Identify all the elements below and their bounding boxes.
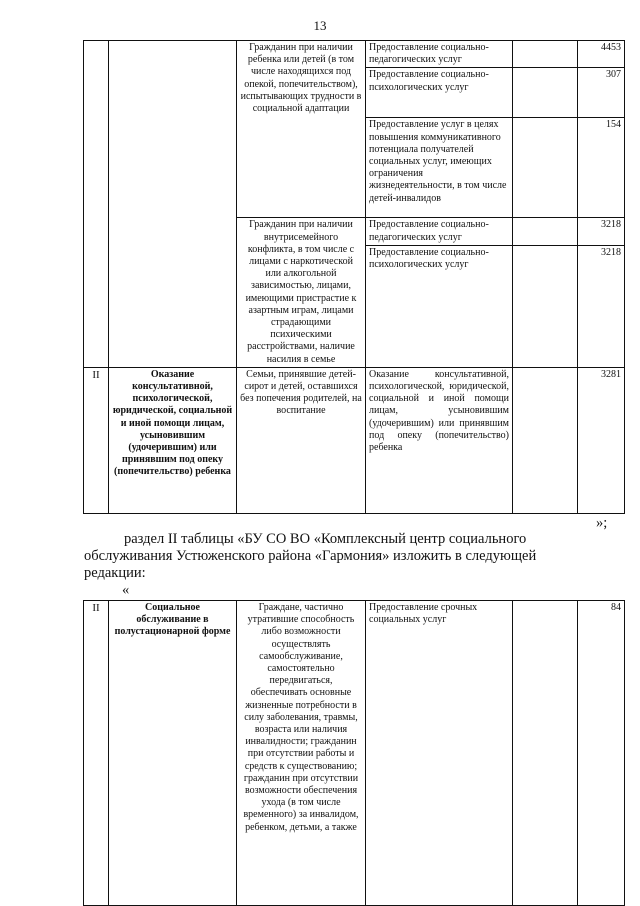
empty-cell [513,41,578,68]
service-type-cell: Предоставление социально-педагогических услуг [366,218,513,246]
row-number: II [84,601,109,906]
service-form-cell-empty [109,41,237,368]
paragraph-line: раздел II таблицы «БУ СО ВО «Комплексный центр социального [124,531,527,547]
paragraph-line: обслуживания Устюженского района «Гармония» изложить в следующей [84,548,537,564]
recipient-category-cell: Семьи, принявшие детей-сирот и детей, оставшихся без попечения родителей, на воспитание [237,367,366,513]
empty-cell [513,118,578,218]
recipient-category-cell: Граждане, частично утратившие способность либо возможности осуществлять самообслуживание, самостоятельно передвигаться, обеспечивать основные жизненные потребности в силу заболевания, травмы, возраста или наличия инвалидности; гражданин при отсутствии работы и средств к существованию; гражданин при отсутствии возможности обеспечения ухода (в том числе временного) за инвалидом, ребенком, детьми, а также [237,601,366,906]
value-cell: 3281 [578,367,625,513]
recipient-category-cell: Гражданин при наличии ребенка или детей (в том числе находящихся под опекой, попечительством), испытывающих трудности в социальной адаптации [237,41,366,218]
empty-cell [513,246,578,368]
value-cell: 4453 [578,41,625,68]
service-type-cell: Предоставление социально-психологических услуг [366,68,513,118]
closing-quote-mark: »; [596,515,608,531]
service-type-cell: Предоставление срочных социальных услуг [366,601,513,906]
value-cell: 3218 [578,218,625,246]
page-number: 13 [313,18,327,33]
row-number: II [84,367,109,513]
empty-cell [513,68,578,118]
service-type-cell: Предоставление социально-психологических услуг [366,246,513,368]
empty-cell [513,218,578,246]
empty-cell [513,367,578,513]
value-cell: 84 [578,601,625,906]
value-cell: 307 [578,68,625,118]
value-cell: 154 [578,118,625,218]
services-table-section-ii [83,600,625,906]
opening-quote-mark: « [122,582,130,598]
service-type-cell: Оказание консультативной, психологической, юридической, социальной и иной помощи лицам, усыновившим (удочерившим) или принявшим под опеку (попечительство) ребенка [366,367,513,513]
amendment-paragraph [84,531,610,582]
empty-cell [513,601,578,906]
recipient-category-cell: Гражданин при наличии внутрисемейного конфликта, в том числе с лицами с наркотической или алкогольной зависимостью, лицами, имеющими пристрастие к азартным играм, лицами страдающими психическими расстройствами, наличие насилия в семье [237,218,366,367]
value-cell: 3218 [578,246,625,368]
number-cell-empty [84,41,109,368]
services-table-continued [83,40,625,514]
paragraph-line: редакции: [84,565,146,581]
service-form-name: Социальное обслуживание в полустационарной форме [109,601,237,906]
service-form-name: Оказание консультативной, психологической, юридической, социальной и иной помощи лицам, усыновившим (удочерившим) или принявшим под опеку (попечительство) ребенка [109,367,237,513]
service-type-cell: Предоставление услуг в целях повышения коммуникативного потенциала получателей социальных услуг, имеющих ограничения жизнедеятельности, в том числе детей-инвалидов [366,118,513,218]
service-type-cell: Предоставление социально-педагогических услуг [366,41,513,68]
